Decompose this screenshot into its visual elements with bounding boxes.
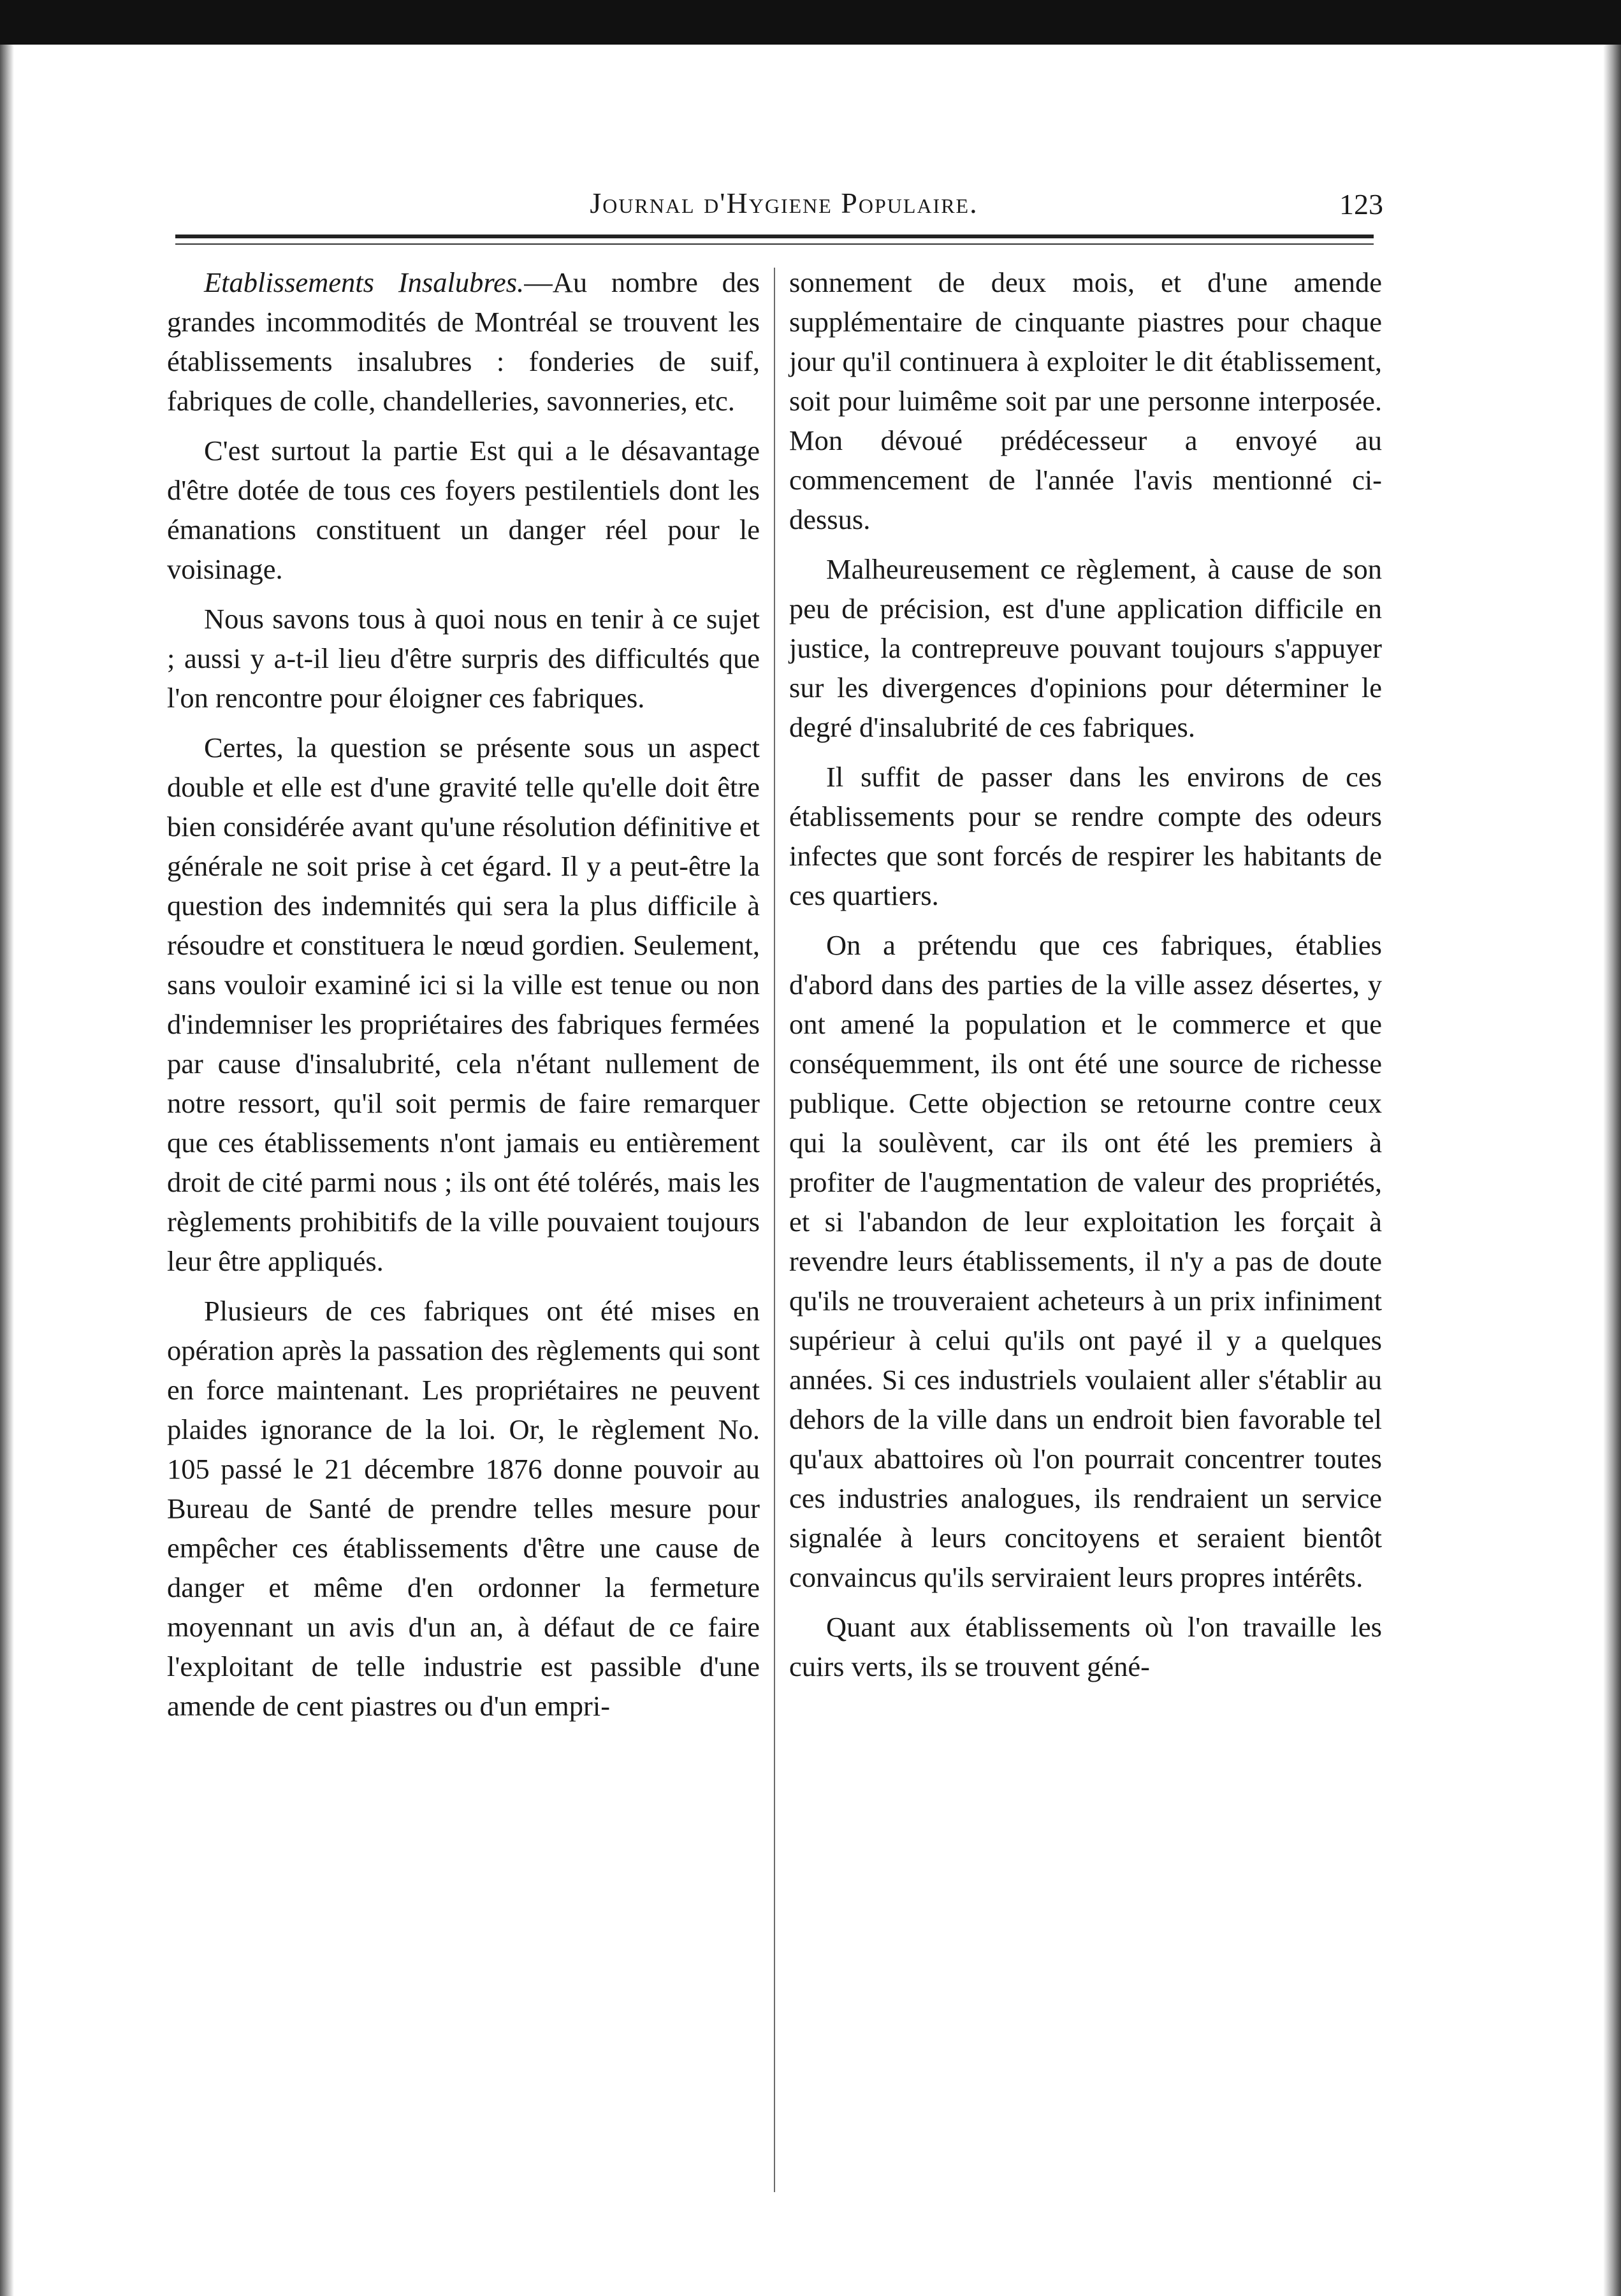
- left-column: [167, 263, 760, 1736]
- paragraph: [167, 263, 760, 421]
- paragraph: Nous savons tous à quoi nous en tenir à ce sujet ; aussi y a-t-il lieu d'être surpris des difficultés que l'on rencontre pour éloigner ces fabriques.: [167, 603, 760, 714]
- header-rule-thin: [175, 243, 1374, 245]
- scan-left-edge: [0, 45, 14, 2296]
- scan-top-border: [0, 0, 1621, 45]
- paragraph: Il suffit de passer dans les environs de ces établissements pour se rendre compte des odeurs infectes que sont forcés de respirer les habitants de ces quartiers.: [789, 761, 1382, 911]
- header-rule-thick: [175, 235, 1374, 238]
- column-divider: [774, 268, 775, 2192]
- running-title: Journal d'Hygiene Populaire.: [590, 187, 978, 219]
- paragraph: Certes, la question se présente sous un aspect double et elle est d'une gravité telle qu'elle doit être bien considérée avant qu'une résolution définitive et générale ne soit prise à cet égard. Il y a peut-être la question des indemnités qui sera la plus difficile à résoudre et constituera le nœud gordien. Seulement, sans vouloir examiné ici si la ville est tenue ou non d'indemniser les propriétaires des fabriques fermées par cause d'insalubrité, cela n'étant nullement de notre ressort, qu'il soit permis de faire remarquer que ces établissements n'ont jamais eu entièrement droit de cité parmi nous ; ils ont été tolérés, mais les règlements prohibitifs de la ville pouvaient toujours leur être appliqués.: [167, 732, 760, 1277]
- paragraph: On a prétendu que ces fabriques, établies d'abord dans des parties de la ville assez désertes, y ont amené la population et le commerce et que conséquemment, ils ont été une source de richesse publique. Cette objection se retourne contre ceux qui la soulèvent, car ils ont été les premiers à profiter de l'augmentation de valeur des propriétés, et si l'abandon de leur exploitation les forçait à revendre leurs établissements, il n'y a pas de doute qu'ils ne trouveraient acheteurs à un prix infiniment supérieur à celui qu'ils ont payé il y a quelques années. Si ces industriels voulaient aller s'établir au dehors de la ville dans un endroit bien favorable tel qu'aux abattoires où l'on pourrait concentrer toutes ces industries analogues, ils rendraient un service signalée à leurs concitoyens et seraient bientôt convaincus qu'ils serviraient leurs propres intérêts.: [789, 929, 1382, 1593]
- page-number: 123: [1339, 188, 1383, 220]
- paragraph: Quant aux établissements où l'on travaille les cuirs verts, ils se trouvent géné-: [789, 1611, 1382, 1682]
- right-column: [789, 263, 1382, 1696]
- paragraph: sonnement de deux mois, et d'une amende supplémentaire de cinquante piastres pour chaque jour qu'il continuera à exploiter le dit établissement, soit pour luimême soit par une personne interposée. Mon dévoué prédécesseur a envoyé au commencement de l'année l'avis mentionné ci-dessus.: [789, 266, 1382, 535]
- scan-right-edge: [1603, 45, 1621, 2296]
- page-header: [185, 186, 1383, 237]
- paragraph: C'est surtout la partie Est qui a le désavantage d'être dotée de tous ces foyers pestilentiels dont les émanations constituent un danger réel pour le voisinage.: [167, 435, 760, 585]
- paragraph: Malheureusement ce règlement, à cause de son peu de précision, est d'une application difficile en justice, la contrepreuve pouvant toujours s'appuyer sur les divergences d'opinions pour déterminer le degré d'insalubrité de ces fabriques.: [789, 553, 1382, 743]
- section-heading: Etablissements Insalubres.: [204, 266, 525, 298]
- paragraph-text: —Au nombre des grandes incommodités de Montréal se trouvent les établissements insalubres : fonderies de suif, fabriques de colle, chandelleries, savonneries, etc.: [167, 266, 760, 417]
- paragraph: Plusieurs de ces fabriques ont été mises en opération après la passation des règlements qui sont en force maintenant. Les propriétaires ne peuvent plaides ignorance de la loi. Or, le règlement No. 105 passé le 21 décembre 1876 donne pouvoir au Bureau de Santé de prendre telles mesure pour empêcher ces établissements d'être une cause de danger et même d'en ordonner la fermeture moyennant un avis d'un an, à défaut de ce faire l'exploitant de telle industrie est passible d'une amende de cent piastres ou d'un empri-: [167, 1295, 760, 1722]
